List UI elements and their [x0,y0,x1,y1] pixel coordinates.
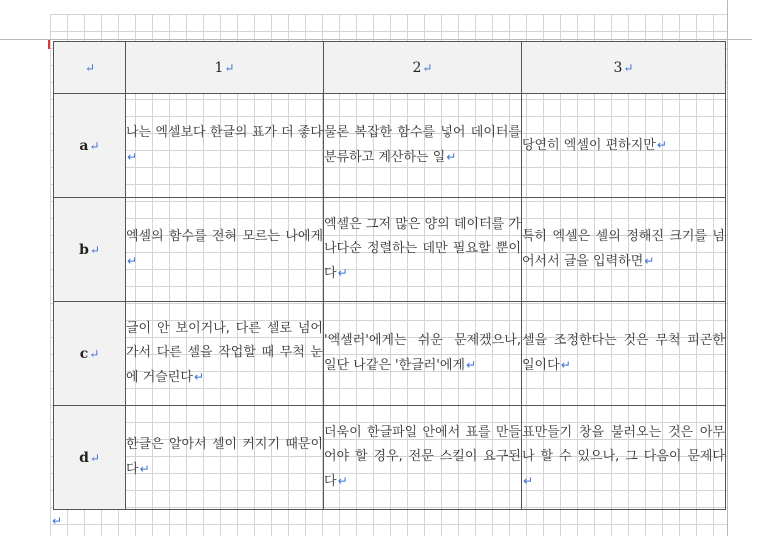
cell-text: 특히 엑셀은 셀의 정해진 크기를 넘어서서 글을 입력하면 [522,229,725,269]
paragraph-mark-icon: ↵ [446,150,457,164]
cell-text: 표만들기 창을 불러오는 것은 아무나 할 수 있으나, 그 다음이 문제다 [522,425,725,464]
document-table[interactable] [53,41,726,510]
paragraph-mark-icon: ↵ [89,138,100,153]
cell-text: 엑셀의 함수를 전혀 모르는 나에게 [126,229,323,244]
cell-text: '엑셀러'에게는 쉬운 문제겠으나, 일단 나같은 '한글러'에게 [324,333,521,373]
row-label-cell[interactable] [54,94,126,198]
table-cell[interactable] [522,198,726,302]
row-label-cell[interactable] [54,406,126,510]
paragraph-mark-icon: ↵ [84,60,96,75]
paragraph-mark-icon: ↵ [337,266,348,280]
paragraph-mark-icon: ↵ [52,514,63,528]
header-cell-2[interactable] [324,42,522,94]
cell-text: 나는 엑셀보다 한글의 표가 더 좋다 [126,125,323,140]
table-cell[interactable] [324,198,522,302]
row-label-cell[interactable] [54,198,126,302]
paragraph-mark-icon: ↵ [193,370,204,384]
paragraph-mark-icon: ↵ [127,254,138,268]
cursor-marker [48,40,50,49]
cell-text: 글이 안 보이거나, 다른 셀로 넘어가서 다른 셀을 작업할 때 무척 눈에 거슬린다 [126,321,323,385]
paragraph-mark-icon: ↵ [89,346,100,361]
header-label: 3 [613,59,623,76]
row-label: d [79,449,89,466]
cell-text: 한글은 알아서 셀이 커지기 때문이다 [126,437,323,477]
table-cell[interactable] [126,406,324,510]
header-label: 1 [214,59,224,76]
right-margin-guide [727,0,728,536]
cell-text: 더욱이 한글파일 안에서 표를 만들어야 할 경우, 전문 스킬이 요구된다 [324,425,521,489]
table-cell[interactable] [522,94,726,198]
paragraph-mark-icon: ↵ [523,474,534,488]
table-cell[interactable] [126,302,324,406]
row-label: a [79,137,89,154]
table-cell[interactable] [324,302,522,406]
cell-text: 엑셀은 그저 많은 양의 데이터를 가나다순 정렬하는 데만 필요할 뿐이다 [324,217,521,281]
paragraph-mark-icon: ↵ [337,474,348,488]
paragraph-mark-icon: ↵ [560,358,571,372]
header-label: 2 [412,59,422,76]
table-row [54,406,726,510]
table-cell[interactable] [522,406,726,510]
paragraph-mark-icon: ↵ [127,150,138,164]
cell-text: 당연히 엑셀이 편하지만 [522,138,656,153]
paragraph-mark-icon: ↵ [644,254,655,268]
table-cell[interactable] [324,406,522,510]
paragraph-mark-icon: ↵ [422,60,433,75]
cell-text: 셀을 조정한다는 것은 무척 피곤한 일이다 [522,333,725,373]
paragraph-mark-icon: ↵ [89,242,100,257]
paragraph-mark-icon: ↵ [139,462,150,476]
paragraph-mark-icon: ↵ [89,450,100,465]
row-label: c [79,345,89,362]
row-label-cell[interactable] [54,302,126,406]
paragraph-mark-icon: ↵ [224,60,235,75]
paragraph-mark-icon: ↵ [466,358,477,372]
paragraph-mark-icon: ↵ [656,138,667,152]
row-label: b [79,241,89,258]
top-margin-guide [0,39,752,40]
cell-text: 물론 복잡한 함수를 넣어 데이터를 분류하고 계산하는 일 [324,125,521,165]
header-cell-corner[interactable] [54,42,126,94]
table-row [54,198,726,302]
header-cell-1[interactable] [126,42,324,94]
table-cell[interactable] [126,198,324,302]
header-cell-3[interactable] [522,42,726,94]
table-cell[interactable] [324,94,522,198]
table-row [54,302,726,406]
table-cell[interactable] [126,94,324,198]
table-row [54,94,726,198]
paragraph-mark-icon: ↵ [623,60,634,75]
table-header-row [54,42,726,94]
table-cell[interactable] [522,302,726,406]
